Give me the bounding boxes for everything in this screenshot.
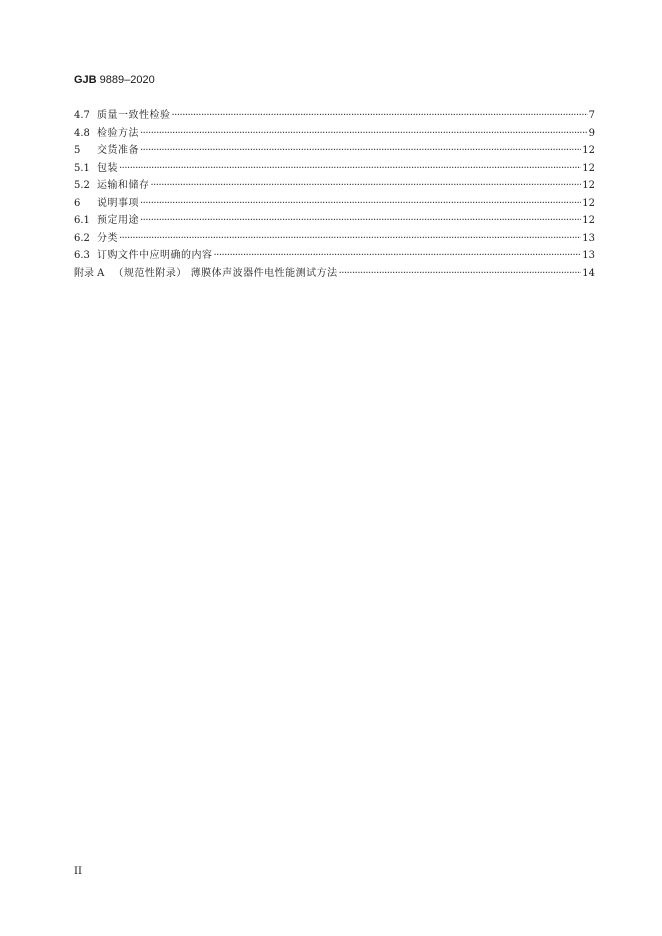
toc-entry-title: 质量一致性检验 xyxy=(97,110,171,121)
toc-entry-title: 订购文件中应明确的内容 xyxy=(97,250,213,261)
toc-entry-page: 12 xyxy=(582,145,595,156)
document-header xyxy=(74,73,155,86)
toc-entry-number: 5.1 xyxy=(74,162,90,174)
toc-entry-number: 5 xyxy=(74,145,81,156)
toc-entry-title: 预定用途 xyxy=(97,215,139,226)
toc-entry-title: 交货准备 xyxy=(97,145,139,156)
toc-entry-title: 包装 xyxy=(97,162,118,174)
toc-entry-page: 12 xyxy=(582,180,595,191)
toc-entry-page: 12 xyxy=(582,162,595,174)
toc-entry-number: 6.2 xyxy=(74,232,90,244)
toc-dot-leader xyxy=(119,163,581,174)
toc-entry-5-1[interactable] xyxy=(74,159,595,177)
toc-entry-page: 9 xyxy=(588,127,595,139)
toc-entry-title: 分类 xyxy=(97,232,118,244)
toc-entry-number: 6.1 xyxy=(74,215,90,226)
toc-entry-number: 4.8 xyxy=(74,127,90,139)
toc-entry-title: 运输和储存 xyxy=(97,180,150,191)
toc-entry-page: 7 xyxy=(588,110,595,121)
toc-dot-leader xyxy=(140,128,588,139)
toc-entry-page: 12 xyxy=(582,215,595,226)
toc-entry-number: 6 xyxy=(74,197,81,209)
toc-dot-leader xyxy=(339,268,582,279)
page-number: II xyxy=(74,866,82,877)
standard-code: GJB xyxy=(74,74,97,86)
toc-entry-5-2[interactable] xyxy=(74,176,595,194)
toc-dot-leader xyxy=(119,233,581,244)
toc-entry-5[interactable] xyxy=(74,141,595,159)
toc-entry-6-2[interactable] xyxy=(74,229,595,247)
table-of-contents xyxy=(74,106,595,281)
toc-entry-title: 说明事项 xyxy=(97,197,139,209)
toc-entry-title: 检验方法 xyxy=(97,127,139,139)
toc-entry-title: （规范性附录） 薄膜体声波器件电性能测试方法 xyxy=(113,267,338,279)
toc-entry-page: 14 xyxy=(582,267,595,279)
toc-entry-number: 4.7 xyxy=(74,110,90,121)
toc-entry-page: 13 xyxy=(582,232,595,244)
toc-entry-6[interactable] xyxy=(74,194,595,212)
toc-entry-4-8[interactable] xyxy=(74,124,595,142)
toc-dot-leader xyxy=(140,215,581,226)
toc-dot-leader xyxy=(151,180,582,191)
toc-entry-page: 12 xyxy=(582,197,595,209)
toc-dot-leader xyxy=(140,198,581,209)
standard-number: 9889–2020 xyxy=(99,74,155,86)
toc-entry-6-1[interactable] xyxy=(74,211,595,229)
toc-entry-appendix-a[interactable] xyxy=(74,264,595,282)
toc-entry-page: 13 xyxy=(582,250,595,261)
toc-dot-leader xyxy=(172,110,588,121)
toc-entry-number: 6.3 xyxy=(74,250,90,261)
toc-dot-leader xyxy=(214,250,582,261)
toc-entry-6-3[interactable] xyxy=(74,246,595,264)
toc-entry-number: 5.2 xyxy=(74,180,90,191)
toc-entry-4-7[interactable] xyxy=(74,106,595,124)
toc-entry-number: 附录 A xyxy=(74,267,105,279)
toc-dot-leader xyxy=(140,145,581,156)
